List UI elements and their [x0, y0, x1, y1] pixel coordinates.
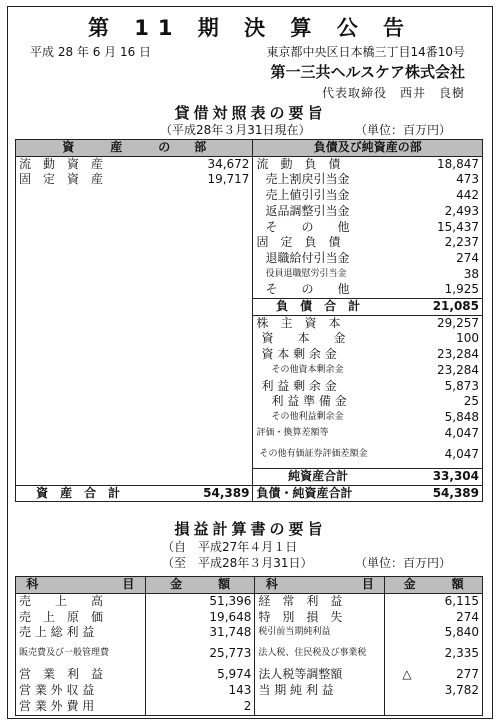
income-statement-table — [15, 576, 483, 716]
balance-sheet-table — [15, 139, 483, 502]
pl-label: 経 常 利 益 — [255, 593, 385, 609]
balance-sheet-title: 貸借対照表の要旨 — [174, 104, 327, 122]
balance-sheet-unit: （単位：百万円） — [355, 123, 452, 137]
equity-label: 株 主 資 本 — [256, 315, 341, 330]
liability-value: 274 — [456, 250, 479, 265]
equity-value: 23,284 — [437, 347, 479, 362]
equity-label: 資 本 金 — [261, 331, 346, 346]
liability-label: 退職給付引当金 — [265, 250, 350, 265]
pl-value: 5,974 — [145, 667, 255, 683]
pl-label: 特 別 損 失 — [255, 610, 385, 626]
equity-value: 5,873 — [444, 378, 479, 393]
equity-label: その他資本剰余金 — [271, 364, 344, 375]
pl-label: 営 業 外 収 益 — [16, 683, 146, 699]
pl-value — [385, 667, 483, 683]
period-to: （至 平成28年３月31日） — [162, 556, 313, 570]
item-header: 科 目 — [16, 577, 146, 594]
equity-label: その他利益剰余金 — [271, 411, 344, 422]
liability-value: 1,925 — [444, 282, 479, 297]
liability-label: 流 動 負 債 — [256, 156, 341, 171]
liability-label: 売上割戻引当金 — [265, 172, 350, 187]
liability-label: そ の 他 — [265, 219, 350, 234]
pl-label: 販売費及び一般管理費 — [16, 641, 146, 667]
pl-value-number: 277 — [456, 667, 479, 682]
equity-value: 100 — [456, 331, 479, 346]
liabilities-total-value: 21,085 — [383, 299, 483, 316]
liability-label: そ の 他 — [265, 282, 350, 297]
equity-label: 資 本 剰 余 金 — [261, 347, 337, 362]
pl-value: 3,782 — [444, 682, 479, 697]
pl-label: 売 上 原 価 — [16, 610, 146, 626]
grand-total-label: 負債・純資産合計 — [256, 485, 353, 500]
pl-label: 法人税等調整額 — [255, 667, 385, 683]
liability-value: 473 — [456, 172, 479, 187]
liability-label: 返品調整引当金 — [265, 203, 350, 218]
company-name: 第一三共ヘルスケア株式会社 — [270, 63, 465, 81]
notice-date: 平成 28 年 6 月 16 日 — [30, 45, 152, 59]
equity-value: 4,047 — [444, 446, 479, 461]
equity-label: 評価・換算差額等 — [256, 427, 329, 438]
company-address: 東京都中央区日本橋三丁目14番10号 — [266, 45, 465, 59]
amount-header: 金 額 — [385, 577, 483, 594]
equity-value: 23,284 — [437, 362, 479, 377]
grand-total-value: 54,389 — [432, 485, 479, 500]
liability-value: 18,847 — [437, 156, 479, 171]
negative-mark: △ — [402, 667, 412, 682]
liability-value: 38 — [463, 266, 479, 281]
pl-value: 274 — [456, 609, 479, 624]
amount-header: 金 額 — [145, 577, 255, 594]
assets-total-label: 資 産 合 計 — [36, 485, 121, 500]
equity-label: その他有価証券評価差額金 — [259, 448, 368, 459]
pl-label: 法人税、住民税及び事業税 — [255, 641, 385, 667]
liability-label: 固 定 負 債 — [256, 235, 341, 250]
asset-value: 19,717 — [140, 172, 253, 188]
equity-value: 29,257 — [437, 315, 479, 330]
assets-total-value: 54,389 — [140, 485, 253, 502]
pl-label: 営 業 利 益 — [16, 667, 146, 683]
equity-value: 25 — [463, 394, 479, 409]
liability-label: 役員退職慰労引当金 — [265, 268, 347, 279]
pl-value: 31,748 — [145, 625, 255, 641]
asset-label: 流 動 資 産 — [19, 156, 104, 171]
equity-value: 5,848 — [444, 409, 479, 424]
equity-label: 利 益 準 備 金 — [271, 394, 347, 409]
pl-label: 当 期 純 利 益 — [255, 683, 385, 699]
equity-total-value: 33,304 — [383, 468, 483, 485]
pl-value: 51,396 — [145, 593, 255, 609]
liability-value: 15,437 — [437, 219, 479, 234]
assets-header: 資 産 の 部 — [16, 140, 253, 157]
liability-value: 2,237 — [444, 235, 479, 250]
income-statement-title: 損益計算書の要旨 — [174, 520, 327, 538]
pl-value: 19,648 — [145, 610, 255, 626]
pl-label: 売 上 高 — [16, 593, 146, 609]
liability-value: 2,493 — [444, 203, 479, 218]
notice-title: 第 11 期 決 算 公 告 — [87, 16, 414, 40]
pl-value: 5,840 — [444, 625, 479, 640]
equity-label: 利 益 剰 余 金 — [261, 378, 337, 393]
liability-value: 442 — [456, 188, 479, 203]
pl-value: 2,335 — [444, 646, 479, 661]
pl-value: 143 — [145, 683, 255, 699]
item-header: 科 目 — [255, 577, 385, 594]
asset-label: 固 定 資 産 — [19, 172, 104, 187]
period-from: （自 平成27年４月１日 — [162, 540, 298, 554]
equity-total-label: 純資産合計 — [253, 468, 383, 485]
balance-sheet-date: （平成28年３月31日現在） — [160, 123, 311, 137]
pl-value: 6,115 — [444, 593, 479, 608]
representative: 代表取締役 西井 良樹 — [321, 86, 465, 100]
income-statement-unit: （単位：百万円） — [355, 556, 452, 570]
liabilities-total-label: 負 債 合 計 — [253, 299, 383, 316]
pl-label: 営 業 外 費 用 — [16, 699, 146, 715]
asset-value: 34,672 — [140, 156, 253, 172]
pl-label: 税引前当期純利益 — [255, 625, 385, 641]
pl-label: 売 上 総 利 益 — [16, 625, 146, 641]
pl-value: 25,773 — [145, 641, 255, 667]
liability-label: 売上値引引当金 — [265, 188, 350, 203]
pl-value: 2 — [145, 699, 255, 715]
liabilities-equity-header: 負債及び純資産の部 — [253, 140, 483, 157]
equity-value: 4,047 — [444, 425, 479, 440]
